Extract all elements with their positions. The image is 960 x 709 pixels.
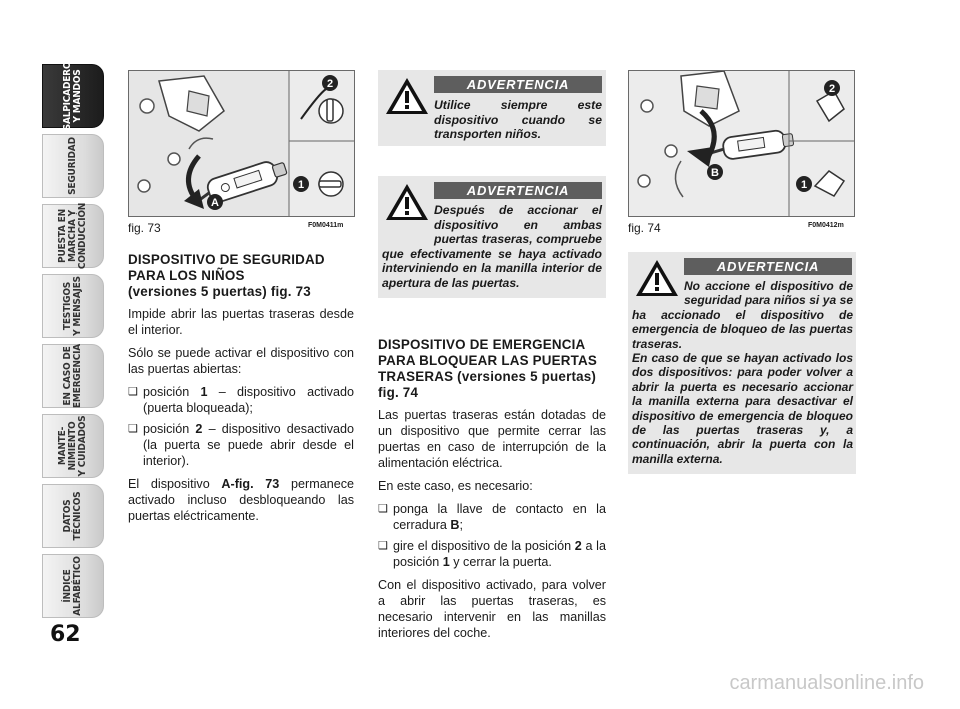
callout-b-label: B bbox=[711, 167, 719, 179]
position-list bbox=[128, 384, 354, 469]
section-child-safety-lock bbox=[128, 252, 354, 531]
figure-73-code: F0M0411m bbox=[308, 222, 344, 229]
list-item bbox=[128, 421, 354, 469]
callout-1 bbox=[796, 176, 812, 192]
tab-indice-alfabetico[interactable] bbox=[42, 554, 104, 618]
warning-body: Después de accionar el dispositivo en ambas puertas traseras, compruebe que efectivamente se haya activado interviniendo en la manilla interior de apertura de las puertas. bbox=[382, 203, 602, 290]
warning-body: En caso de que se hayan activado los dos dispositivos: para poder volver a abrir la puerta es necesario accionar la manilla externa para desactivar el dispositivo de emergencia de bloqueo de las puertas traseras y, a continuación, abrir la puerta con la manilla externa. bbox=[632, 351, 853, 466]
tab-datos-tecnicos[interactable] bbox=[42, 484, 104, 548]
list-item bbox=[378, 501, 606, 533]
figure-74-caption: fig. 74 bbox=[628, 221, 661, 235]
figure-73-caption: fig. 73 bbox=[128, 221, 161, 235]
paragraph: En este caso, es necesario: bbox=[378, 479, 533, 493]
callout-1-label: 1 bbox=[297, 179, 305, 191]
callout-a bbox=[207, 194, 223, 210]
figure-74-illustration bbox=[628, 70, 855, 217]
warning-text bbox=[382, 98, 602, 142]
tab-seguridad[interactable] bbox=[42, 134, 104, 198]
position-number: 1 bbox=[442, 555, 450, 569]
warning-text bbox=[382, 203, 602, 290]
figure-74-code: F0M0412m bbox=[808, 222, 844, 229]
paragraph: Sólo se puede activar el dispositivo con las puertas abiertas: bbox=[128, 346, 354, 376]
text: posición bbox=[143, 422, 196, 436]
text: – dispositivo activado (puerta bloqueada); bbox=[143, 385, 354, 415]
tab-label: ÍNDICE ALFABÉTICO bbox=[62, 556, 83, 616]
callout-a-label: A bbox=[211, 197, 219, 209]
paragraph: Las puertas traseras están dotadas de un dispositivo que permite cerrar las puertas en caso de interrupción de la alimentación eléctrica. bbox=[378, 408, 606, 470]
text: y cerrar la puerta. bbox=[449, 555, 552, 569]
callout-1-label: 1 bbox=[800, 179, 808, 191]
text: ; bbox=[459, 518, 464, 532]
section-1-heading bbox=[128, 252, 354, 300]
text: posición bbox=[143, 385, 201, 399]
warning-heading: ADVERTENCIA bbox=[434, 182, 602, 199]
tab-salpicadero-y-mandos[interactable] bbox=[42, 61, 104, 131]
paragraph: Impide abrir las puertas traseras desde el interior. bbox=[128, 307, 354, 337]
tab-mantenimiento-y-cuidados[interactable] bbox=[42, 414, 104, 478]
heading-line: DISPOSITIVO DE SEGURIDAD bbox=[128, 252, 325, 267]
heading-line: (versiones 5 puertas) bbox=[453, 369, 597, 384]
tab-puesta-en-marcha[interactable] bbox=[42, 204, 104, 268]
heading-line: (versiones 5 puertas) bbox=[128, 284, 271, 299]
heading-figref: fig. 73 bbox=[270, 284, 311, 299]
heading-line: PARA BLOQUEAR LAS PUERTAS bbox=[378, 353, 598, 368]
section-emergency-lock bbox=[378, 337, 606, 648]
callout-2 bbox=[322, 75, 338, 91]
tab-en-caso-de-emergencia[interactable] bbox=[42, 344, 104, 408]
tab-label: SALPICADERO Y MANDOS bbox=[62, 61, 83, 131]
tab-label: MANTE- NIMIENTO Y CUIDADOS bbox=[57, 415, 88, 477]
tab-label: PUESTA EN MARCHA Y CONDUCCIÓN bbox=[57, 202, 88, 270]
steps-list bbox=[378, 501, 606, 570]
heading-line: DISPOSITIVO DE EMERGENCIA bbox=[378, 337, 586, 352]
tab-label: EN CASO DE EMERGENCIA bbox=[62, 343, 83, 409]
callout-2-label: 2 bbox=[326, 78, 334, 90]
figure-73-illustration bbox=[128, 70, 355, 217]
callout-b bbox=[707, 164, 723, 180]
warning-text bbox=[632, 279, 853, 466]
warning-heading: ADVERTENCIA bbox=[684, 258, 852, 275]
callout-2-label: 2 bbox=[828, 83, 836, 95]
tab-label: DATOS TÉCNICOS bbox=[62, 491, 83, 541]
warning-box-1 bbox=[378, 70, 606, 146]
section-2-heading bbox=[378, 337, 606, 401]
text: gire el dispositivo de la posición bbox=[393, 539, 575, 553]
heading-line: TRASERAS bbox=[378, 369, 454, 384]
warning-box-2 bbox=[378, 176, 606, 298]
position-number: 1 bbox=[200, 385, 208, 399]
list-item bbox=[128, 384, 354, 416]
paragraph: Con el dispositivo activado, para volver a abrir las puertas traseras, es necesario intervenir en las manillas interiores del coche. bbox=[378, 578, 606, 640]
position-number: 2 bbox=[195, 422, 203, 436]
callout-2 bbox=[824, 80, 840, 96]
text: ponga la llave de contacto en la cerradura bbox=[393, 502, 606, 532]
warning-box-3 bbox=[628, 252, 856, 474]
watermark: carmanualsonline.info bbox=[729, 672, 924, 694]
warning-body: Utilice siempre este dispositivo cuando se transporten niños. bbox=[434, 98, 602, 141]
figure-reference: A-fig. 73 bbox=[221, 477, 280, 491]
warning-body: No accione el dispositivo de seguridad para niños si ya se ha accionado el dispositivo de emergencia de bloqueo de las puertas traseras. bbox=[632, 279, 853, 351]
tab-label: TESTIGOS Y MENSAJES bbox=[62, 276, 83, 336]
text: permanece activado incluso desbloqueando las puertas eléctricamente. bbox=[128, 477, 355, 523]
text: El dispositivo bbox=[128, 477, 222, 491]
lock-letter: B bbox=[450, 518, 460, 532]
list-item bbox=[378, 538, 606, 570]
tab-testigos-y-mensajes[interactable] bbox=[42, 274, 104, 338]
text: a la posición bbox=[393, 539, 606, 569]
door-lock-illustration bbox=[129, 71, 354, 216]
page-number: 62 bbox=[50, 622, 81, 647]
heading-line: PARA LOS NIÑOS bbox=[128, 268, 245, 283]
emergency-lock-illustration bbox=[629, 71, 854, 216]
tab-label: SEGURIDAD bbox=[67, 137, 78, 195]
callout-1 bbox=[293, 176, 309, 192]
warning-heading: ADVERTENCIA bbox=[434, 76, 602, 93]
heading-figref: fig. 74 bbox=[378, 385, 419, 400]
paragraph bbox=[128, 476, 354, 524]
position-number: 2 bbox=[574, 539, 582, 553]
text: – dispositivo desactivado (la puerta se puede abrir desde el interior). bbox=[143, 422, 354, 468]
